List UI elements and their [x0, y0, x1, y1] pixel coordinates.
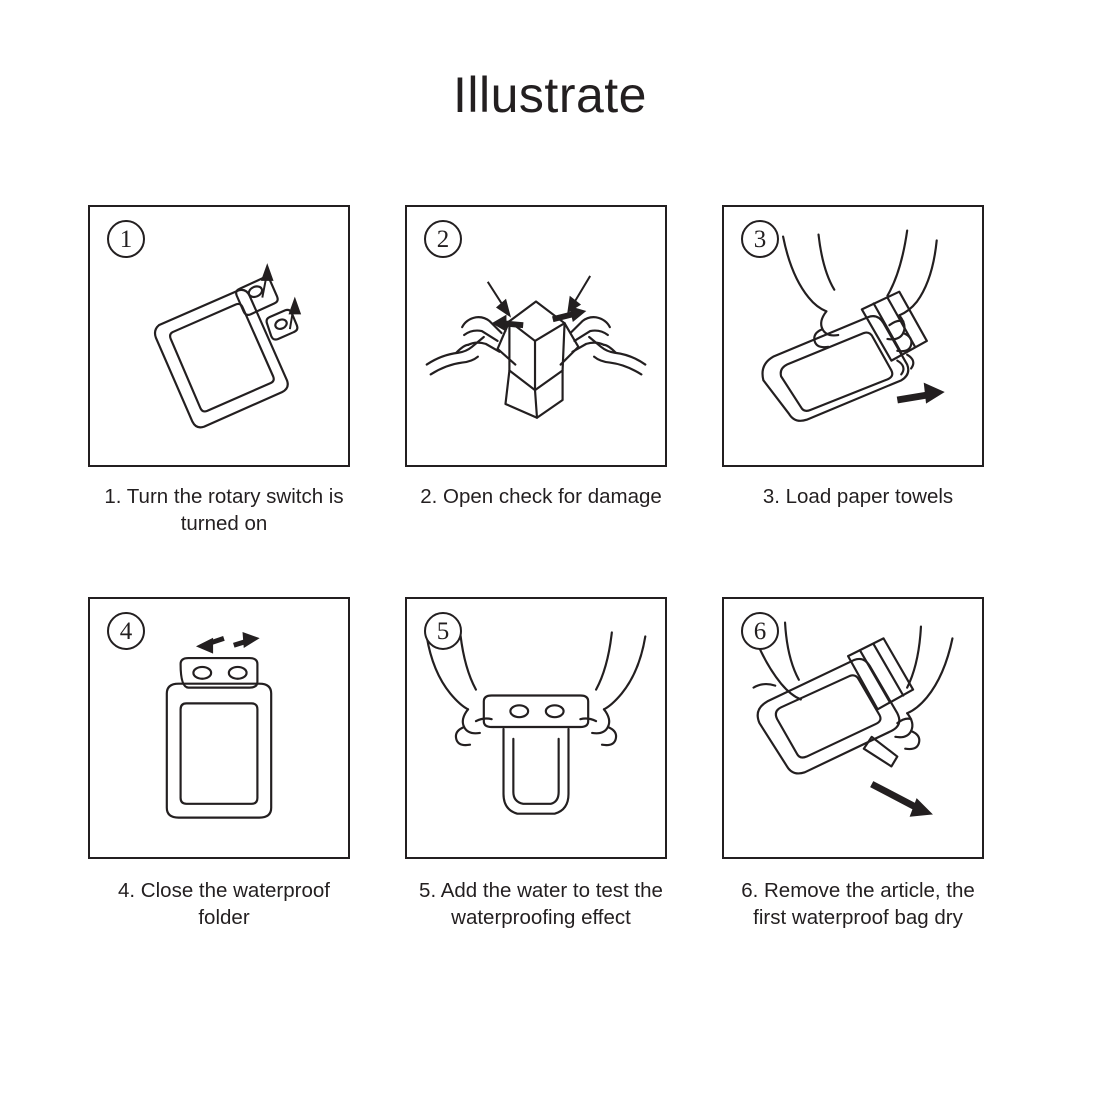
step-3	[722, 205, 994, 537]
step-1	[88, 205, 360, 537]
step-5	[405, 597, 677, 931]
step-3-caption: 3. Load paper towels	[762, 485, 954, 508]
step-1-caption: 1. Turn the rotary switch is turned on	[104, 485, 344, 536]
step-6	[722, 597, 994, 931]
step-6-caption: 6. Remove the article, the first waterproof bag dry	[741, 879, 975, 930]
step-4	[88, 597, 360, 931]
step-5-caption: 5. Add the water to test the waterproofing effect	[419, 879, 663, 930]
step-6-panel	[722, 597, 984, 859]
step-2-badge: 2	[424, 220, 462, 258]
step-5-badge: 5	[424, 612, 462, 650]
step-1-badge: 1	[107, 220, 145, 258]
step-3-panel	[722, 205, 984, 467]
steps-grid	[88, 205, 1020, 931]
step-4-caption: 4. Close the waterproof folder	[118, 879, 330, 930]
step-3-badge: 3	[741, 220, 779, 258]
step-4-panel	[88, 597, 350, 859]
step-2-panel	[405, 205, 667, 467]
step-5-panel	[405, 597, 667, 859]
step-1-panel	[88, 205, 350, 467]
step-2	[405, 205, 677, 537]
step-2-caption: 2. Open check for damage	[420, 485, 662, 508]
step-4-badge: 4	[107, 612, 145, 650]
step-6-badge: 6	[741, 612, 779, 650]
page-title: Illustrate	[453, 67, 647, 123]
